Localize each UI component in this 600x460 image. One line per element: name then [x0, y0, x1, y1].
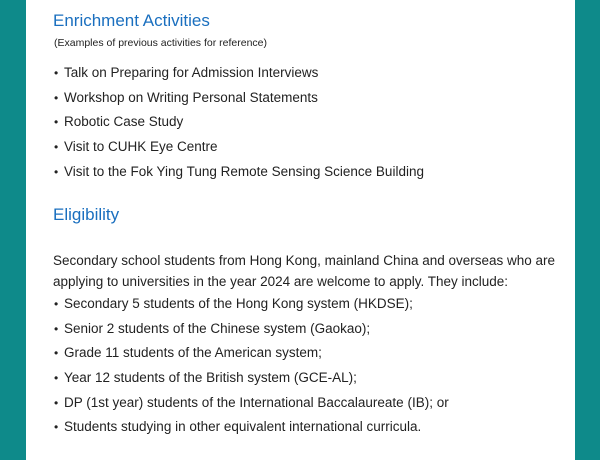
bullet-icon: •: [54, 321, 59, 336]
list-item: • DP (1st year) students of the International Baccalaureate (IB); or: [54, 394, 449, 410]
eligibility-list: [53, 295, 573, 443]
list-item: • Senior 2 students of the Chinese system (Gaokao);: [54, 320, 371, 336]
content-panel: [26, 0, 575, 460]
list-item: • Grade 11 students of the American system;: [54, 345, 322, 361]
bullet-icon: •: [54, 140, 59, 155]
bullet-icon: •: [54, 90, 59, 105]
list-item: • Talk on Preparing for Admission Interviews: [54, 65, 319, 80]
bullet-icon: •: [54, 371, 59, 386]
eligibility-intro: Secondary school students from Hong Kong, mainland China and overseas who are applying to universities in the year 2024 are welcome to apply. They include:: [53, 252, 556, 289]
list-item: • Workshop on Writing Personal Statements: [54, 89, 318, 105]
list-item: • Visit to CUHK Eye Centre: [54, 139, 218, 155]
bullet-icon: •: [54, 164, 59, 179]
bullet-icon: •: [54, 346, 59, 361]
eligibility-heading: Eligibility: [53, 205, 120, 224]
bullet-icon: •: [54, 420, 59, 435]
bullet-icon: •: [54, 115, 59, 130]
enrichment-list: [53, 64, 573, 187]
enrichment-note: (Examples of previous activities for reference): [54, 37, 267, 49]
enrichment-heading: Enrichment Activities: [53, 11, 210, 30]
list-item: • Year 12 students of the British system (GCE-AL);: [54, 370, 357, 386]
list-item: • Robotic Case Study: [54, 114, 184, 130]
list-item: • Visit to the Fok Ying Tung Remote Sensing Science Building: [54, 163, 424, 179]
bullet-icon: •: [54, 66, 59, 80]
bullet-icon: •: [54, 395, 59, 410]
bullet-icon: •: [54, 297, 59, 311]
list-item: • Students studying in other equivalent international curricula.: [54, 419, 422, 435]
list-item: • Secondary 5 students of the Hong Kong system (HKDSE);: [54, 296, 413, 311]
